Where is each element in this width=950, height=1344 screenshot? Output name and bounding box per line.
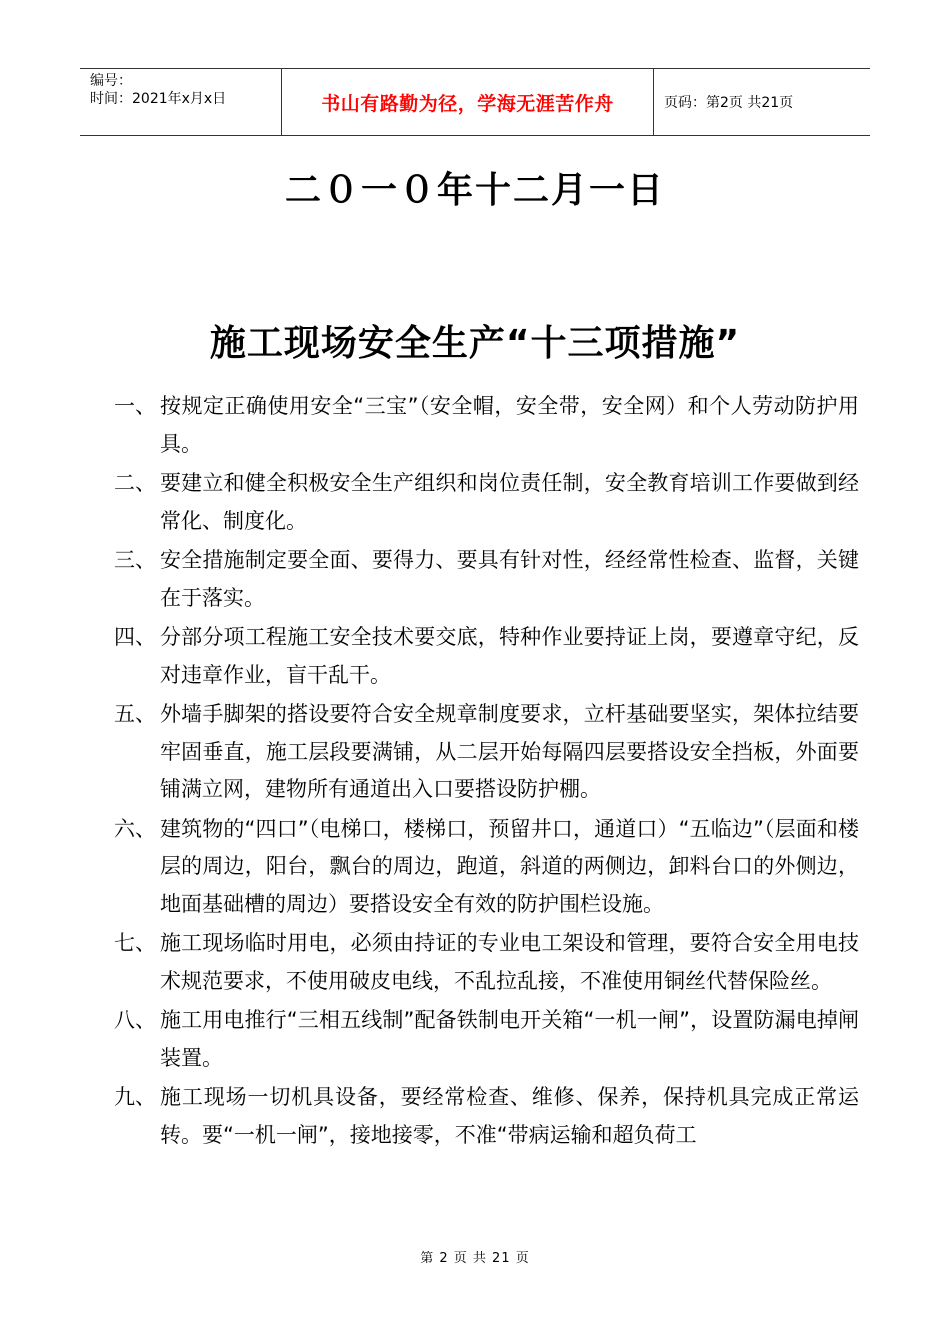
list-item: [114, 465, 859, 540]
header-motto: 书山有路勤为径，学海无涯苦作舟: [282, 69, 654, 135]
item-number: 七、: [114, 931, 156, 955]
item-number: 九、: [114, 1085, 156, 1109]
list-item: [114, 1002, 859, 1077]
item-number: 四、: [114, 625, 156, 649]
item-text: 建筑物的“四口”（电梯口，楼梯口，预留井口，通道口）“五临边”（层面和楼层的周边，阳台，飘台的周边，跑道，斜道的两侧边，卸料台口的外侧边，地面基础槽的周边）要搭设安全有效的防护围栏设施。: [160, 816, 859, 916]
item-text: 施工用电推行“三相五线制”配备铁制电开关箱“一机一闸”，设置防漏电掉闸装置。: [160, 1008, 859, 1070]
header-code: 编号：: [90, 73, 132, 89]
header-meta: [80, 69, 282, 135]
list-item: [114, 811, 859, 924]
item-text: 分部分项工程施工安全技术要交底，特种作业要持证上岗，要遵章守纪，反对违章作业，盲干乱干。: [160, 625, 859, 687]
list-item: [114, 925, 859, 1000]
page-header: [80, 68, 870, 136]
header-page-info: 页码：第2页 共21页: [664, 95, 794, 111]
item-text: 安全措施制定要全面、要得力、要具有针对性，经经常性检查、监督，关键在于落实。: [160, 548, 859, 610]
measures-list: [114, 388, 859, 1156]
header-time: 时间：2021年x月x日: [90, 91, 227, 107]
list-item: [114, 619, 859, 694]
item-number: 二、: [114, 471, 156, 495]
date-heading: 二０一０年十二月一日: [284, 170, 665, 211]
item-text: 施工现场临时用电，必须由持证的专业电工架设和管理，要符合安全用电技术规范要求，不使用破皮电线，不乱拉乱接，不准使用铜丝代替保险丝。: [160, 931, 859, 993]
item-text: 施工现场一切机具设备，要经常检查、维修、保养，保持机具完成正常运转。要“一机一闸”，接地接零，不准“带病运输和超负荷工: [160, 1085, 859, 1147]
page-footer: 第 2 页 共 21 页: [420, 1251, 530, 1266]
item-number: 三、: [114, 548, 156, 572]
item-number: 八、: [114, 1008, 156, 1032]
list-item: [114, 1079, 859, 1154]
list-item: [114, 542, 859, 617]
document-title: 施工现场安全生产“十三项措施”: [209, 323, 741, 364]
item-text: 按规定正确使用安全“三宝”（安全帽，安全带，安全网）和个人劳动防护用具。: [160, 394, 859, 456]
item-number: 五、: [114, 702, 156, 726]
item-text: 外墙手脚架的搭设要符合安全规章制度要求，立杆基础要坚实，架体拉结要牢固垂直，施工层段要满铺，从二层开始每隔四层要搭设安全挡板，外面要铺满立网，建物所有通道出入口要搭设防护棚。: [160, 702, 859, 801]
list-item: [114, 696, 859, 809]
item-number: 一、: [114, 394, 156, 418]
list-item: [114, 388, 859, 463]
item-text: 要建立和健全积极安全生产组织和岗位责任制，安全教育培训工作要做到经常化、制度化。: [160, 471, 859, 533]
item-number: 六、: [114, 816, 156, 841]
